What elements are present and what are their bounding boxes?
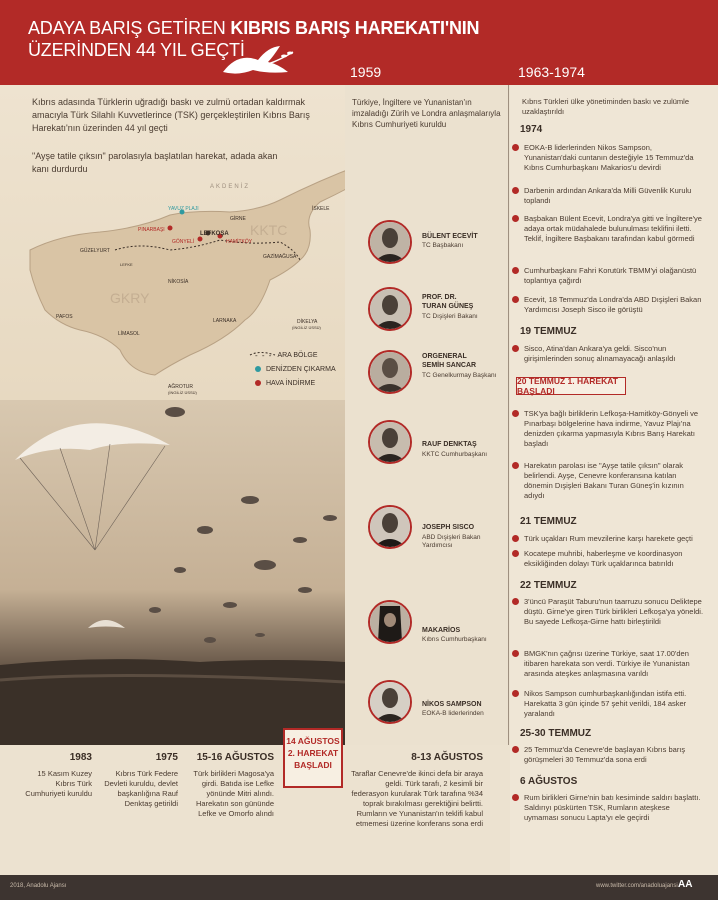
map-place: NİKOSİA <box>168 279 189 285</box>
portrait-avatar <box>368 505 412 549</box>
bullet-icon <box>512 598 519 605</box>
bullet-icon <box>512 535 519 542</box>
event-8-13-agustos: 8-13 AĞUSTOS Taraflar Cenevre'de ikinci defa bir araya geldi. Türk tarafı, 2 kesimli bir federasyon kurularak Türk tarafına %34 toprak bırakılması gerektiğini belirtti. Rumların ve Yunanistan'ın teklifi kabul etmemesi üzerine konferans sona erdi <box>351 752 483 828</box>
event-item: Harekatın parolası ise "Ayşe tatile çıksın" olarak belirlendi. Ayşe, Cenevre konferansına katılan dönemin Dışişleri Bakanı Turan Güneş'in kızının adıydı <box>524 461 684 500</box>
twitter-link[interactable]: www.twitter.com/anadoluajansi <box>596 883 678 889</box>
event-1959-text: Türkiye, İngiltere ve Yunanistan'ın imzaladığı Zürih ve Londra anlaşmalarıyla Kıbrıs Cumhuriyeti kuruldu <box>352 98 501 129</box>
portrait-avatar <box>368 680 412 724</box>
headline-bold: KIBRIS BARIŞ HAREKATI'NIN <box>230 18 480 38</box>
map-label-gkry: GKRY <box>110 290 150 306</box>
aa-logo: AA <box>678 879 693 890</box>
heading-20-temmuz-highlight: 20 TEMMUZ 1. HAREKAT BAŞLADI <box>516 377 626 395</box>
teal-dot-icon <box>255 366 261 372</box>
event-item: Darbenin ardından Ankara'da Milli Güvenlik Kurulu toplandı <box>524 186 692 205</box>
dove-icon <box>218 42 298 82</box>
bullet-icon <box>512 187 519 194</box>
heading-25-30-temmuz: 25-30 TEMMUZ <box>520 728 592 739</box>
paratrooper-photo <box>0 400 345 745</box>
event-14-agustos-highlight: 14 AĞUSTOS 2. HAREKAT BAŞLADI <box>283 728 343 788</box>
bullet-icon <box>512 650 519 657</box>
map-place: PINARBAŞI <box>138 227 165 233</box>
headline-regular: ADAYA BARIŞ GETİREN <box>28 18 231 38</box>
footer <box>0 875 718 900</box>
map-base-note: (İNGİLİZ ÜSSÜ) <box>168 390 197 395</box>
bullet-icon <box>512 746 519 753</box>
paratrooper-illustration <box>0 400 345 745</box>
copyright-text: 2018, Anadolu Ajansı <box>10 883 67 889</box>
person-name: PROF. DR. TURAN GÜNEŞ <box>422 294 474 310</box>
event-item: Kocatepe muhribi, haberleşme ve koordinasyon eksikliğinden dolayı Türk uçaklarınca batırıldı <box>524 549 683 568</box>
person-card <box>368 420 508 468</box>
legend-item: DENİZDEN ÇIKARMA <box>255 362 336 376</box>
map-legend <box>255 348 336 390</box>
map-place: LEFKE <box>120 262 133 267</box>
person-card <box>368 680 508 728</box>
event-item: EOKA-B liderlerinden Nikos Sampson, Yunanistan'daki cuntanın desteğiyle 15 Temmuz'da Kıbrıs Cumhurbaşkanı Makarios'u devirdi <box>524 143 694 172</box>
timeline-divider <box>508 85 509 750</box>
person-role: TC Genelkurmay Başkanı <box>422 372 497 379</box>
portrait-avatar <box>368 287 412 331</box>
headline-line1 <box>28 18 479 39</box>
person-name: MAKARİOS <box>422 627 461 634</box>
bullet-icon <box>512 215 519 222</box>
map-base-note: (İNGİLİZ ÜSSÜ) <box>292 325 321 330</box>
map-label-kktc: KKTC <box>250 222 288 238</box>
event-item: Türk uçakları Rum mevzilerine karşı harekete geçti <box>524 534 693 543</box>
bullet-icon <box>512 690 519 697</box>
person-name: BÜLENT ECEVİT <box>422 233 478 240</box>
event-1975: 1975 Kıbrıs Türk Federe Devleti kuruldu, devlet başkanlığına Rauf Denktaş getirildi <box>104 752 178 808</box>
red-dot-icon <box>255 380 261 386</box>
map-place: GAZİMAĞUSA <box>263 254 297 260</box>
bullet-icon <box>512 550 519 557</box>
year-1959: 1959 <box>350 64 382 80</box>
person-card <box>368 350 508 398</box>
map-place: LEFKOŞA <box>200 231 229 237</box>
map-place: PAFOS <box>56 314 73 320</box>
event-item: 25 Temmuz'da Cenevre'de başlayan Kıbrıs barış görüşmeleri 30 Temmuz'da sona erdi <box>524 745 686 764</box>
year-1963-1974: 1963-1974 <box>518 64 585 80</box>
header <box>0 0 718 85</box>
person-name: RAUF DENKTAŞ <box>422 441 477 448</box>
event-1983: 1983 15 Kasım Kuzey Kıbrıs Türk Cumhuriyeti kuruldu <box>25 752 92 798</box>
event-item: TSK'ya bağlı birliklerin Lefkoşa-Hamitköy-Gönyeli ve Pınarbaşı bölgelerine hava indirme, Yavuz Plajı'na denizden çıkarma yapmasıyla Kıbrıs Barış Harekatı başladı <box>524 409 698 448</box>
portrait-avatar <box>368 350 412 394</box>
person-role: EOKA-B liderlerinden <box>422 710 484 717</box>
middle-column <box>345 85 510 750</box>
heading-6-agustos: 6 AĞUSTOS <box>520 776 578 787</box>
map-place: YAVUZ PLAJI <box>168 206 199 212</box>
event-item: Ecevit, 18 Temmuz'da Londra'da ABD Dışişleri Bakan Yardımcısı Joseph Sisco ile görüştü <box>524 295 702 314</box>
person-card <box>368 220 508 268</box>
portrait-avatar <box>368 220 412 264</box>
event-item: 3'üncü Paraşüt Taburu'nun taarruzu sonucu Deliktepe düştü. Girne'ye giren Türk birlikleri Lefkoşa'ya yöneldi. Bu sayede Lefkoşa-Girne hattı birleştirildi <box>524 597 704 626</box>
intro-paragraph: Kıbrıs adasında Türklerin uğradığı baskı ve zulmü ortadan kaldırmak amacıyla Türk Silahlı Kuvvetlerince (TSK) gerçekleştirilen Kıbrıs Barış Harekatı'nın üzerinden 44 yıl geçti <box>32 97 310 133</box>
person-name: JOSEPH SISCO <box>422 524 475 531</box>
map-label-sea: AKDENİZ <box>210 184 251 190</box>
legend-item: HAVA İNDİRME <box>255 376 336 390</box>
event-15-16-agustos: 15-16 AĞUSTOS Türk birlikleri Magosa'ya girdi. Batıda ise Lefke yönünde Mitri alındı. Harekatın son gününde Lefke ve Omorfo alındı <box>193 752 274 818</box>
heading-19-temmuz: 19 TEMMUZ <box>520 326 577 337</box>
event-1963-text: Kıbrıs Türkleri ülke yönetiminden baskı ve zulümle uzaklaştırıldı <box>522 97 690 116</box>
portrait-avatar <box>368 600 412 644</box>
map-place: GÖNYELİ <box>172 239 195 245</box>
person-role: TC Başbakanı <box>422 242 464 249</box>
person-card <box>368 287 508 335</box>
bullet-icon <box>512 296 519 303</box>
person-card <box>368 600 508 648</box>
person-role: Kıbrıs Cumhurbaşkanı <box>422 636 487 643</box>
map-place: LİMASOL <box>118 331 140 337</box>
bullet-icon <box>512 410 519 417</box>
heading-22-temmuz: 22 TEMMUZ <box>520 580 577 591</box>
map-place: İSKELE <box>312 206 330 212</box>
person-name: NİKOS SAMPSON <box>422 701 482 708</box>
bullet-icon <box>512 267 519 274</box>
map-place: AĞROTUR <box>168 384 193 390</box>
bullet-icon <box>512 144 519 151</box>
event-item: BMGK'nın çağrısı üzerine Türkiye, saat 17.00'den itibaren harekata son verdi. Türkiye ile Yunanistan arasında ateşkes anlaşmasına varıldı <box>524 649 690 678</box>
heading-21-temmuz: 21 TEMMUZ <box>520 516 577 527</box>
event-item: Başbakan Bülent Ecevit, Londra'ya gitti ve İngiltere'ye adaya ortak müdahalede bulunulması teklifini iletti. Teklif, İngiltere Başbakanı tarafından kabul görmedi <box>524 214 702 243</box>
person-role: TC Dışişleri Bakanı <box>422 313 478 320</box>
portrait-avatar <box>368 420 412 464</box>
map-place: GİRNE <box>230 216 246 222</box>
event-item: Sisco, Atina'dan Ankara'ya geldi. Sisco'nun girişimlerinden sonuç alınamayacağı anlaşıldı <box>524 344 676 363</box>
intro-quote: "Ayşe tatile çıksın" parolasıyla başlatılan harekat, adada akan kanı durdurdu <box>32 151 278 174</box>
person-role: KKTC Cumhurbaşkanı <box>422 451 488 458</box>
event-item: Rum birlikleri Girne'nin batı kesiminde saldırı başlattı. Saldırıyı püskürten TSK, Rumların ateşkese uymaması sonucu Lapta'yı ele geçirdi <box>524 793 701 822</box>
legend-item: - - - ARA BÖLGE <box>255 350 318 360</box>
headline-line2: ÜZERİNDEN 44 YIL GEÇTİ <box>28 40 245 60</box>
bullet-icon <box>512 345 519 352</box>
person-role: ABD Dışişleri Bakan Yardımcısı <box>422 534 481 549</box>
map-place: LARNAKA <box>213 318 237 324</box>
event-item: Nikos Sampson cumhurbaşkanlığından istifa etti. Harekatta 3 gün içinde 57 şehit verildi, 184 asker yaralandı <box>524 689 687 718</box>
event-item: Cumhurbaşkanı Fahri Korutürk TBMM'yi olağanüstü toplantıya çağırdı <box>524 266 697 285</box>
map-place: DİKELYA <box>297 319 318 325</box>
bullet-icon <box>512 462 519 469</box>
map-place: HAMİTKÖY <box>226 239 253 245</box>
person-name: ORGENERAL SEMİH SANCAR <box>422 353 477 369</box>
map-place: GÜZELYURT <box>80 248 110 254</box>
person-card <box>368 505 508 553</box>
heading-1974: 1974 <box>520 124 543 135</box>
bullet-icon <box>512 794 519 801</box>
